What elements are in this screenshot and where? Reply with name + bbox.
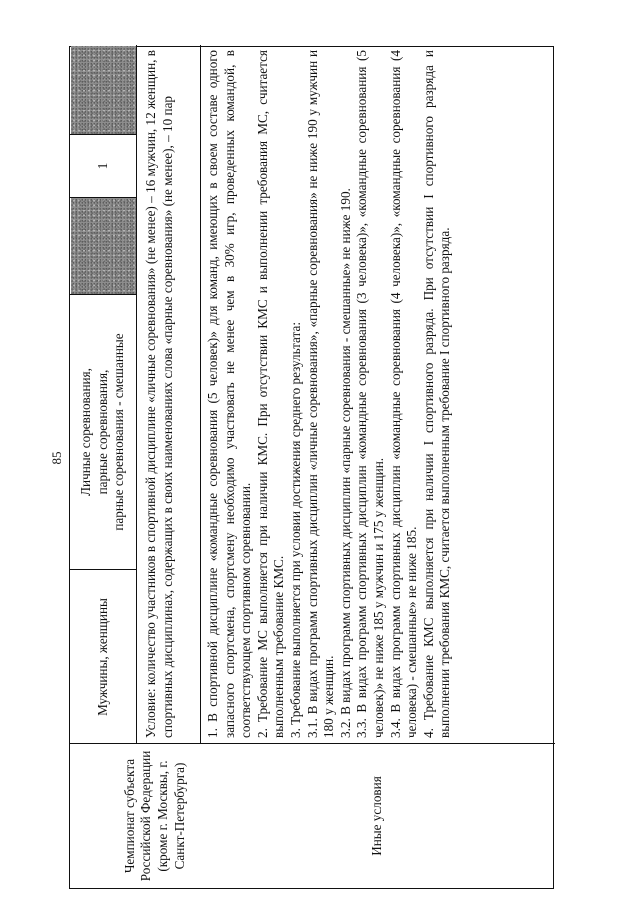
condition-item: 3.4. В видах программ спортивных дисциплин «командные соревнования (4 человека)», «командные соревнования (4 человека) - смешанные» не ниже 185. <box>387 50 420 738</box>
column-divider <box>70 569 136 570</box>
discipline-line: парные соревнования, <box>94 369 110 495</box>
discipline-line: Личные соревнования, <box>78 368 94 496</box>
rotated-table-area <box>69 46 554 889</box>
condition-item: 3.1. В видах программ спортивных дисциплин «личные соревнования», «парные соревнования» не ниже 190 у мужчин и 180 у женщин. <box>304 50 337 738</box>
condition-text: Условие: количество участников в спортивной дисциплине «личные соревнования» (не менее) – 16 мужчин, 12 женщин, в спортивных дисциплинах, содержащих в своих наименованиях слова «парные соревнования» (не менее), – 10 пар <box>143 50 175 738</box>
shaded-cell <box>71 198 136 294</box>
condition-item: 3.2. В видах программ спортивных дисциплин «парные соревнования - смешанные» не ниже 190. <box>337 188 353 738</box>
value-cell: 1 <box>94 162 110 170</box>
condition-item: 2. Требование МС выполняется при наличии КМС. При отсутствии КМС и выполнении требования МС, считается выполненным требование КМС. <box>254 50 287 738</box>
page-number: 85 <box>49 451 64 465</box>
other-conditions-label: Иные условия <box>368 776 384 856</box>
other-conditions-list <box>205 50 551 738</box>
row-divider <box>200 45 201 744</box>
shaded-cell <box>71 46 136 134</box>
condition-item: 3.3. В видах программ спортивных дисциплин «командные соревнования (3 человека)», «командные соревнования (5 человек)» не ниже 185 у мужчин и 175 у женщин. <box>354 50 386 738</box>
condition-item: 3. Требование выполняется при условии достижения среднего результата: <box>287 321 303 738</box>
condition-item: 1. В спортивной дисциплине «командные соревнования (5 человек)» для команд, имеющих в своем составе одного запасного спортсмена, спортсмену необходимо участвовать не менее чем в 30% игр, проведенных командой, в соответствующем спортивном соревновании. <box>205 50 254 738</box>
gender-cell: Мужчины, женщины <box>94 598 110 716</box>
condition-item: 4. Требование КМС выполняется при наличии I спортивного разряда. При отсутствии I спортивного разряда и выполнении требования КМС, считается выполненным требование I спортивного разряда. <box>420 50 453 738</box>
discipline-line: парные соревнования - смешанные <box>111 333 127 531</box>
column-divider <box>70 294 136 295</box>
competition-name: Чемпионат субъекта Российской Федерации (кроме г. Москвы, г. Санкт-Петербурга) <box>121 750 187 882</box>
column-divider <box>70 743 555 744</box>
requirements-table <box>69 46 554 889</box>
row-divider <box>136 45 137 744</box>
disciplines-cell <box>72 296 134 568</box>
